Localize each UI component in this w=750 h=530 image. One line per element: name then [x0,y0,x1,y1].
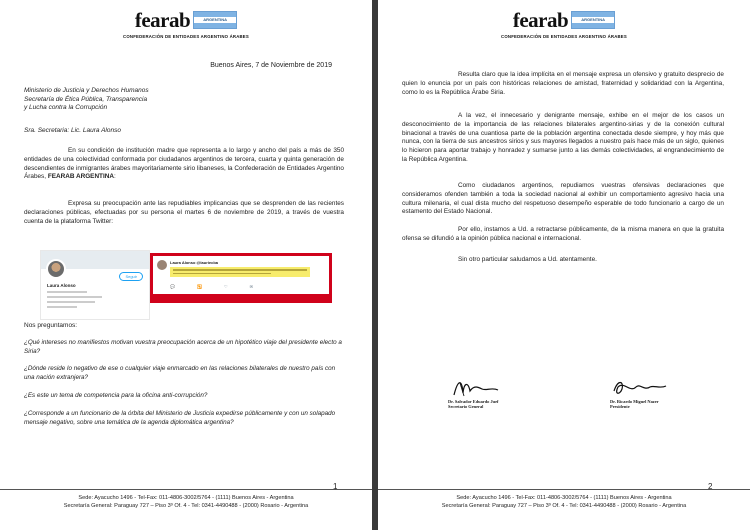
signature-president [610,377,670,409]
fearab-logo [0,10,372,39]
letter-page-1 [0,0,372,530]
paragraph-intro [24,147,344,182]
reply-icon: 💬 [170,284,175,289]
paragraph: Como ciudadanos argentinos, repudiamos vuestras ofensivas declaraciones que consideramos ofenden también a toda la sociedad nacional al exhibir un comportamiento agresivo hacia una cultura milenaria, el cual dista mucho del respetuoso desempeño esperable de todo funcionario a cargo de un estamento del Estado Nacional. [402,182,724,216]
addressee-line: y Lucha contra la Corrupción [24,104,108,111]
profile-name: Laura Alonso [47,283,76,288]
paragraph-closing: Sin otro particular saludamos a Ud. atentamente. [458,256,597,263]
twitter-profile-screenshot [40,250,150,320]
handwritten-signature-icon [610,377,670,399]
highlight-bar [153,294,329,300]
paragraph-concern: Expresa su preocupación ante las repudiables implicancias que se desprenden de las recientes declaraciones públicas, efectuadas por su persona el martes 6 de noviembre de 2019, a través de vuestra cuenta de la plataforma Twitter: [24,200,344,225]
paragraph: Por ello, instamos a Ud. a retractarse públicamente, de la misma manera en que la gratuita ofensa se difundió a la opinión pública nacional e internacional. [402,226,724,242]
signatory-role: Presidente [610,404,630,410]
salutation: Sra. Secretaria: Lic. Laura Alonso [24,127,121,134]
letter-date: Buenos Aires, 7 de Noviembre de 2019 [210,62,332,69]
like-icon: ♡ [223,284,228,289]
message-icon: ✉ [249,284,253,289]
letter-footer [0,489,372,510]
footer-line: Secretaría General: Paraguay 727 – Piso 3º Of. 4 - Tel: 0341-4490488 - (2000) Rosario - Argentina [441,503,687,510]
tweet-avatar [157,260,167,270]
logo-wordmark: fearab [512,8,569,32]
profile-details [47,291,102,311]
avatar [46,259,66,279]
paragraph-intro-end: : [113,173,116,181]
follow-button: Seguir [119,272,143,281]
footer-line: Sede: Ayacucho 1496 - Tel-Fax: 011-4806-3002/5764 - (1111) Buenos Aires - Argentina [78,495,294,501]
footer-line: Sede: Ayacucho 1496 - Tel-Fax: 011-4806-3002/5764 - (1111) Buenos Aires - Argentina [456,495,672,501]
page-number: 2 [708,482,713,491]
signature-secretary [448,377,504,409]
argentina-flag-icon [193,11,237,29]
addressee-line: Secretaría de Ética Pública, Transparencia [24,95,148,103]
logo-wordmark: fearab [134,8,191,32]
question-3: ¿Es este un tema de competencia para la oficina anti-corrupción? [24,392,208,399]
question-4: ¿Corresponde a un funcionario de la órbita del Ministerio de Justicia expedirse públicamente y con un solapado mensaje negativo, sobre una temática de la agenda diplomática argentina? [24,410,336,426]
flag-text: ARGENTINA [194,17,236,22]
retweet-icon: 🔁 [196,284,202,289]
paragraph: A la vez, el innecesario y denigrante mensaje, exhibe en el mejor de los casos un desconocimiento de la importancia de las relaciones bilaterales argentino-sirias y de la conexión cultural binacional a través de una cuantiosa parte de la población argentina conectada desde siempre, y hoy más que nunca, con la tierra de sus ancestros sirios y sus mayores llegados a nuestro país hace más de un siglo, quienes lo hicieron para aportar trabajo y honradez y sumarse junto a las demás colectividades, al engrandecimiento de la República Argentina. [402,112,724,163]
handwritten-signature-icon [448,377,504,399]
questions-lead: Nos preguntamos: [24,322,78,329]
organization-name: FEARAB ARGENTINA [47,173,114,181]
letter-page-2 [378,0,750,530]
argentina-flag-icon [571,11,615,29]
logo-subtitle: CONFEDERACIÓN DE ENTIDADES ARGENTINO ÁRABES [123,34,249,39]
paragraph: Resulta claro que la idea implícita en el mensaje expresa un ofensivo y gratuito desprecio de quien lo enuncia por un país con históricas relaciones de amistad, fraternidad y solidaridad con la Argentina, como lo es la República Árabe Siria. [402,71,724,96]
paragraph-intro-text: En su condición de institución madre que representa a lo largo y ancho del país a más de 350 entidades de una colectividad conformada por ciudadanos argentinos de tercera, cuarta y quinta generación de descendientes de inmigrantes árabes mayoritariamente sirio libaneses, la Confederación de Entidades Argentino Árabes, [24,147,344,181]
signatory-name: Dr. Ricardo Miguel Nazer [610,399,659,404]
footer-line: Secretaría General: Paraguay 727 – Piso 3º Of. 4 - Tel: 0341-4490488 - (2000) Rosario - Argentina [63,503,309,510]
fearab-logo [378,10,750,39]
addressee-block [24,87,149,113]
tweet-highlighted-text [170,267,310,277]
tweet-author: Laura Alonso @lauriecba [170,260,218,265]
question-1: ¿Qué intereses no manifiestos motivan vuestra preocupación acerca de un hipotético viaje del presidente electo a Siria? [24,339,342,355]
logo-subtitle: CONFEDERACIÓN DE ENTIDADES ARGENTINO ÁRABES [501,34,627,39]
flag-text: ARGENTINA [572,17,614,22]
signatory-name: Dr. Salvador Eduardo Juef [448,399,499,404]
signatory-role: Secretario General [448,404,484,410]
letter-footer [378,489,750,510]
question-2: ¿Dónde reside lo negativo de ese o cualquier viaje enmarcado en las relaciones bilaterales de nuestro país con una nación extranjera? [24,365,336,381]
addressee-line: Ministerio de Justicia y Derechos Humanos [24,87,149,94]
tweet-actions [170,284,253,289]
tweet-screenshot [150,253,332,303]
page-number: 1 [333,482,338,491]
